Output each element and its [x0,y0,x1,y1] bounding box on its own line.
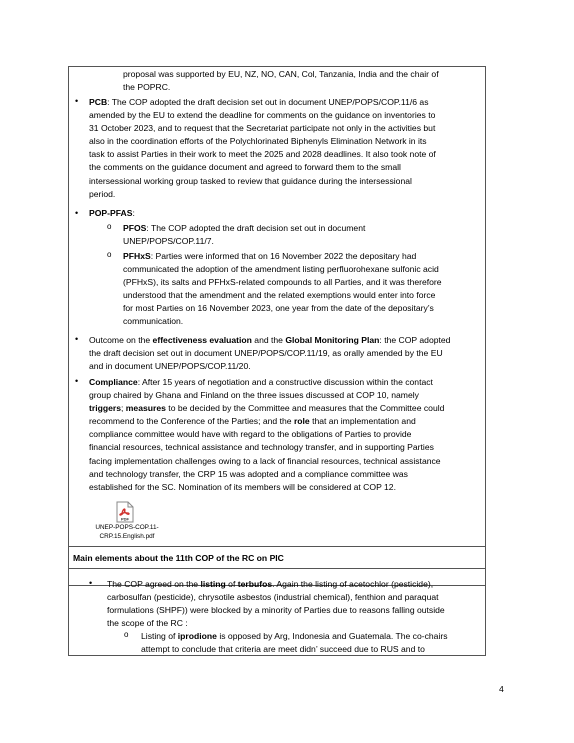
circle-bullet-icon: o [107,222,112,231]
bold-term: iprodione [177,631,217,641]
text-line [89,96,436,109]
compliance-title: Compliance [89,377,138,387]
bullet-icon: • [89,578,93,588]
bold-term: listing [200,579,226,589]
text-span: is opposed by Arg, Indonesia and Guatemala. The co-chairs [216,631,448,641]
text-line: the scope of the RC : [107,618,188,629]
text-line: communicated the adoption of the amendment listing perfluorohexane sulfonic acid [123,264,439,275]
text-line [89,376,444,389]
text-line: established for the SC. Nomination of its members will be considered at COP 12. [89,481,396,492]
bold-term: Global Monitoring Plan [285,335,380,345]
text-line: the comments on the guidance document and agreed to forward them to the small [89,162,401,173]
text-line: and technology transfer, the CRP 15 was adopted and a compliance committee was [89,468,408,479]
pcb-item [89,96,436,201]
caption-line: UNEP-POPS-COP.11- [95,524,159,531]
text-span: . Again the listing of acetochlor (pesticide), [272,579,434,589]
text-line: intersessional working group tasked to review that guidance during the intersessional [89,175,412,186]
section-title: Main elements about the 11th COP of the RC on PIC [73,553,284,563]
caption-line: CRP.15.English.pdf [99,533,155,540]
text-line: and in document UNEP/POPS/COP.11/20. [89,361,251,372]
text-line: formulations (SHPF)) were blocked by a minority of Parties due to reasons falling outside [107,605,445,616]
pop-pfas-label: POP-PFAS [89,208,133,218]
pdf-attachment-link[interactable] [92,523,162,541]
bold-term: measures [125,403,166,414]
pcb-title: PCB [89,97,108,107]
pfos-item [123,222,365,248]
text-line: communication. [123,316,184,327]
pfhxs-item [123,250,442,329]
text-line [123,222,365,235]
text-span: : the COP adopted [379,335,451,345]
text-span: Listing of [141,631,178,641]
page-number: 4 [499,684,504,694]
text-line: the POPRC. [123,81,171,92]
continuation-text [123,68,439,94]
text-line: understood that the amendment and the related exemptions would enter into force [123,290,436,301]
bullet-icon: • [75,208,79,218]
bullet-icon: • [75,334,79,344]
text-line: also in the coordination efforts of the Polychlorinated Biphenyls Elimination Network in its [89,136,427,147]
text-span: : Parties were informed that on 16 November 2022 the depositary had [150,251,417,261]
text-span: : After 15 years of negotiation and a constructive discussion within the contact [137,377,433,387]
text-span: : [132,208,135,218]
text-line: period. [89,188,116,199]
bold-term: triggers [89,403,121,414]
text-line: the draft decision set out in document UNEP/POPS/COP.11/19, as orally amended by the EU [89,348,443,359]
text-line: group chaired by Ghana and Finland on the three issues discussed at COP 10, namely [89,390,419,401]
text-line [107,578,445,591]
bold-term: effectiveness evaluation [152,335,252,345]
text-span: to be decided by the Committee and measures that the Committee could [165,403,445,414]
text-line: 31 October 2023, and to request that the Secretariat participate not only in the activities but [89,123,436,134]
text-line: compliance committee would have with regard to the obligations of Parties to provide [89,429,412,440]
text-line [89,415,444,428]
text-span: and the [251,335,286,345]
bullet-icon: • [75,96,79,106]
table-divider [69,546,485,547]
text-line: attempt to conclude that criteria are meet didn’ succeed due to RUS and to [141,644,425,655]
text-line: for most Parties on 16 November 2023, one year from the date of the depositary’s [123,303,434,314]
bold-term: terbufos [237,579,273,589]
circle-bullet-icon: o [124,630,129,639]
text-line [123,250,442,263]
text-span: of [225,579,238,589]
text-span: : The COP adopted the draft decision set out in document [146,223,366,233]
text-line: facing implementation challenges owing to a lack of financial resources, technical assistance [89,455,441,466]
text-line: financial resources, technical assistance and technology transfer, and in supporting Parties [89,442,434,453]
pfos-title: PFOS [123,223,147,233]
text-span: The COP agreed on the [107,579,201,589]
pfhxs-title: PFHxS [123,251,151,261]
compliance-item [89,376,444,494]
text-span: ; [121,403,126,414]
text-line [89,402,444,415]
text-line: (PFHxS), its salts and PFHxS-related compounds to all Parties, and it was therefore [123,277,442,288]
text-line: proposal was supported by EU, NZ, NO, CAN, Col, Tanzania, India and the chair of [123,69,439,79]
table-divider [69,568,485,569]
text-line [89,334,450,347]
effectiveness-item [89,334,450,373]
text-line [141,630,448,643]
text-line: carbosulfan (pesticide), chrysotile asbestos (industrial chemical), fenthion and paraquat [107,592,439,603]
pop-pfas-title [89,208,135,218]
circle-bullet-icon: o [107,250,112,259]
text-line: amended by the EU to extend the deadline for comments on the guidance on inventories to [89,110,436,121]
text-span: Outcome on the [89,335,153,345]
text-line: task to assist Parties in their work to meet the 2025 and 2028 deadlines. It also took note of [89,149,436,160]
text-span: recommend to the Conference of the Parties; and the [89,416,294,427]
rc-bullet-item [107,578,445,630]
bullet-icon: • [75,376,79,386]
pdf-icon-label: PDF [121,516,129,522]
bold-term: role [293,416,310,427]
text-span: that an implementation and [309,416,416,427]
text-line: UNEP/POPS/COP.11/7. [123,236,214,247]
rc-sub-item [141,630,448,656]
text-span: : The COP adopted the draft decision set out in document UNEP/POPS/COP.11/6 as [107,97,429,107]
pdf-icon[interactable] [115,501,135,523]
